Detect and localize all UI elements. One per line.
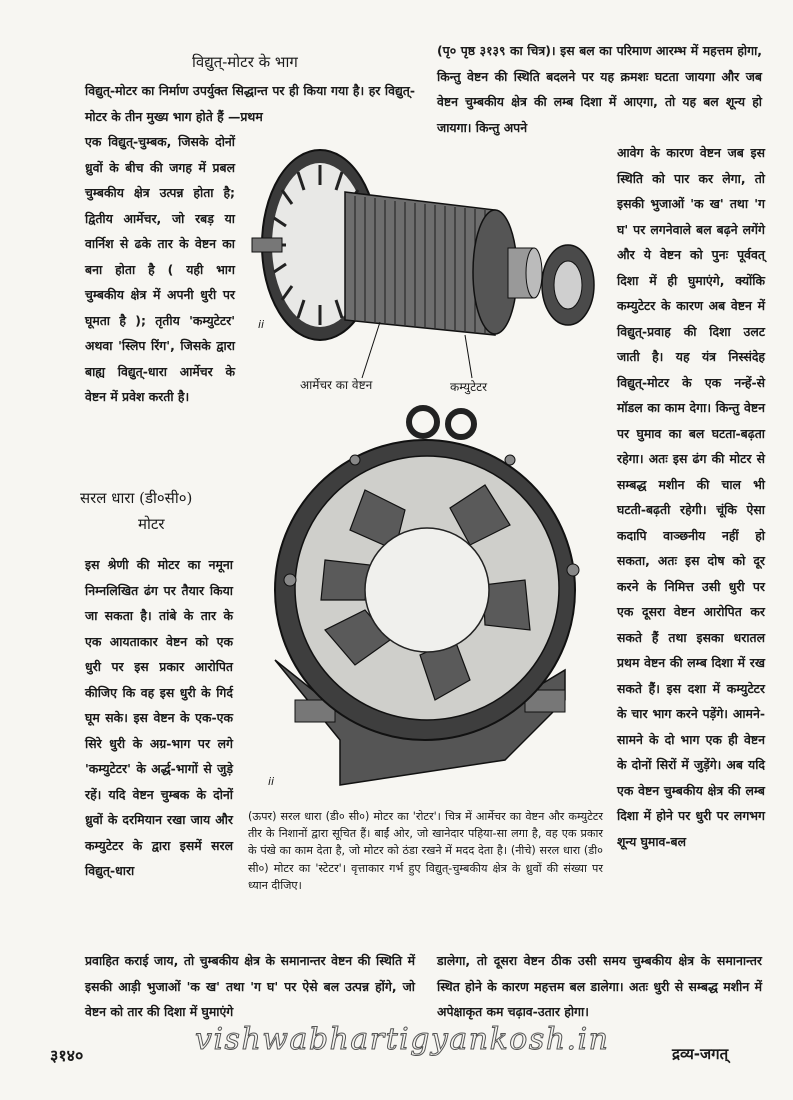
armature-winding-label: आर्मेचर का वेष्टन [300, 378, 373, 392]
figure-marker: ii [258, 318, 265, 331]
running-title: द्रव्य-जगत् [672, 1045, 729, 1063]
dc-motor-paragraph: इस श्रेणी की मोटर का नमूना निम्नलिखित ढंग पर तैयार किया जा सकता है। तांबे के तार के एक आयताकार वेष्टन को एक धुरी पर इस प्रकार आरोपित कीजिए कि वह इस धुरी के गिर्द घूम सके। इस वेष्टन के एक-एक सिरे धुरी के अग्र-भाग पर लगे 'कम्युटेटर' के अर्द्ध-भागों से जुड़े रहें। यदि वेष्टन चुम्बक के दोनों ध्रुवों के दरमियान रखा जाय और कम्युटेटर के द्वारा इसमें सरल विद्युत्-धारा [85, 557, 233, 878]
watermark-text: vishwabhartigyankosh.in [195, 1022, 610, 1057]
right-top-paragraph: (पृ० पृष्ठ ३१३९ का चित्र)। इस बल का परिमाण आरम्भ में महत्तम होगा, किन्तु वेष्टन की स्थिति बदलने पर यह क्रमशः घटता जायगा और जब वेष्टन चुम्बकीय क्षेत्र की लम्ब दिशा में आएगा, तो यह बल शून्य हो जायगा। किन्तु अपने [437, 43, 762, 135]
commutator-label: कम्युटेटर [450, 380, 488, 394]
dc-motor-heading-line2: मोटर [138, 515, 165, 533]
stator-illustration [255, 400, 595, 795]
bottom-right-paragraph: डालेगा, तो दूसरा वेष्टन ठीक उसी समय चुम्बकीय क्षेत्र के समानान्तर स्थित होने के कारण महत्तम बल डालेगा। अतः धुरी से सम्बद्ध मशीन में अपेक्षाकृत कम चढ़ाव-उतार होगा। [437, 953, 762, 1019]
section-heading-motor-parts: विद्युत्-मोटर के भाग [192, 53, 298, 71]
page-number: ३१४० [50, 1046, 84, 1065]
figure-caption: (ऊपर) सरल धारा (डी० सी०) मोटर का 'रोटर'। चित्र में आर्मेचर का वेष्टन और कम्युटेटर तीर के निशानों द्वारा सूचित हैं। बाईं ओर, जो खानेदार पहिया-सा लगा है, वह एक प्रकार के पंखे का काम देता है, जो मोटर को ठंडा रखने में मदद देता है। (नीचे) सरल धारा (डी० सी०) मोटर का 'स्टेटर'। वृत्ताकार गर्भ हुए विद्युत्-चुम्बकीय क्षेत्र के ध्रुवों की संख्या पर ध्यान दीजिए। [248, 810, 603, 892]
bottom-left-paragraph: प्रवाहित कराई जाय, तो चुम्बकीय क्षेत्र के समानान्तर वेष्टन की स्थिति में इसकी आड़ी भुजाओं 'क ख' तथा 'ग घ' पर ऐसे बल उत्पन्न होंगे, जो वेष्टन को तार की दिशा में घुमाएंगे [85, 953, 415, 1019]
motor-parts-paragraph: एक विद्युत्-चुम्बक, जिसके दोनों ध्रुवों के बीच की जगह में प्रबल चुम्बकीय क्षेत्र उत्पन्न होता है; द्वितीय आर्मेचर, जो रबड़ या वार्निश से ढके तार के वेष्टन का बना होता है ( यही भाग चुम्बकीय क्षेत्र में अपनी धुरी पर घूमता है ); तृतीय 'कम्युटेटर' अथवा 'स्लिप रिंग', जिसके द्वारा बाह्य विद्युत्-धारा आर्मेचर के वेष्टन में प्रवेश करती है। [85, 134, 235, 404]
intro-paragraph: विद्युत्-मोटर का निर्माण उपर्युक्त सिद्धान्त पर ही किया गया है। हर विद्युत्-मोटर के तीन मुख्य भाग होते हैं —प्रथम [85, 83, 415, 124]
right-narrow-paragraph: आवेग के कारण वेष्टन जब इस स्थिति को पार कर लेगा, तो इसकी भुजाओं 'क ख' तथा 'ग घ' पर लगनेवाले बल बढ़ने लगेंगे और ये वेष्टन को पुनः पूर्ववत् दिशा में ही घुमाएंगे, क्योंकि कम्युटेटर के कारण अब वेष्टन में विद्युत्-प्रवाह की दिशा उलट जाती है। यह यंत्र निस्संदेह विद्युत्-मोटर के एक नन्हें-से मॉडल का काम देगा। किन्तु वेष्टन पर घुमाव का बल घटता-बढ़ता रहेगा। अतः इस ढंग की मोटर से सम्बद्ध मशीन की चाल भी घटती-बढ़ती रहेगी। चूंकि ऐसा कदापि वाञ्छनीय नहीं हो सकता, अतः इस दोष को दूर करने के निमित्त उसी धुरी पर एक दूसरा वेष्टन आरोपित कर सकते हैं तथा इसका धरातल प्रथम वेष्टन की लम्ब दिशा में रख सकते हैं। इस दशा में कम्युटेटर के चार भाग करने पड़ेंगे। आमने-सामने के दो भाग एक ही वेष्टन के दोनों सिरों में जुड़ेंगे। अब यदि एक वेष्टन चुम्बकीय क्षेत्र की लम्ब दिशा में होने पर धुरी पर लगभग शून्य घुमाव-बल [617, 145, 765, 849]
dc-motor-heading: सरल धारा (डी०सी०) [80, 489, 193, 507]
rotor-illustration [250, 130, 600, 380]
figure-marker-2: ii [268, 775, 275, 788]
